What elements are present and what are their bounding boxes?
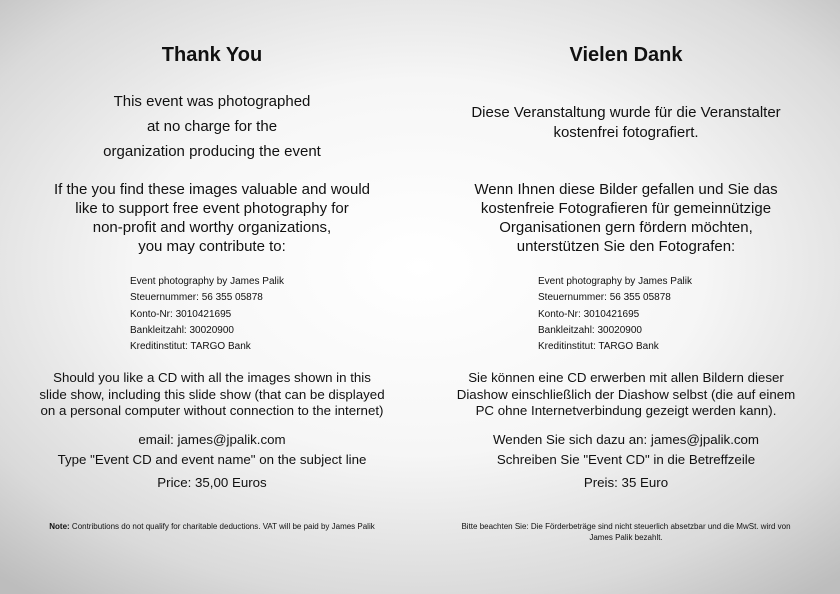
english-email[interactable]: email: james@jpalik.com	[138, 432, 286, 447]
english-intro	[12, 89, 412, 164]
german-note	[422, 521, 830, 543]
bank-account-number: Konto-Nr: 3010421695	[130, 308, 232, 320]
english-note	[12, 521, 412, 532]
german-support-text	[422, 180, 830, 256]
german-bank-details	[538, 274, 692, 355]
german-intro-line: kostenfrei fotografiert.	[553, 124, 699, 141]
bank-institution: Kreditinstitut: TARGO Bank	[130, 341, 251, 353]
bank-photographer: Event photography by James Palik	[130, 276, 284, 287]
german-subject-instruction: Schreiben Sie "Event CD" in die Betreffzeile	[496, 451, 756, 467]
german-cd-line: PC ohne Internetverbindung gezeigt werden kann).	[475, 403, 777, 418]
german-contact	[422, 430, 830, 469]
german-support-line: kostenfreie Fotografieren für gemeinnützige	[480, 200, 772, 217]
german-cd-line: Diashow einschließlich der Diashow selbst (die auf einem	[456, 386, 796, 402]
german-support-line: unterstützen Sie den Fotografen:	[516, 238, 736, 255]
german-intro-line: Diese Veranstaltung wurde für die Veranstalter	[471, 104, 781, 121]
bank-code: Bankleitzahl: 30020900	[130, 324, 234, 336]
bank-code: Bankleitzahl: 30020900	[538, 324, 642, 336]
english-support-line: non-profit and worthy organizations,	[92, 219, 332, 236]
german-note-line: James Palik bezahlt.	[589, 533, 663, 542]
english-contact	[12, 430, 412, 469]
english-note-text: Contributions do not qualify for charitable deductions. VAT will be paid by James Palik	[69, 522, 375, 531]
german-support-line: Wenn Ihnen diese Bilder gefallen und Sie das	[474, 181, 778, 198]
english-support-text	[12, 180, 412, 256]
english-column	[12, 0, 412, 594]
german-intro	[422, 103, 830, 143]
english-bank-details	[130, 274, 284, 355]
english-intro-line: at no charge for the	[146, 118, 278, 135]
english-support-line: you may contribute to:	[138, 238, 286, 255]
german-cd-offer	[422, 370, 830, 420]
english-cd-line: Should you like a CD with all the images shown in this	[53, 370, 371, 385]
english-cd-line: on a personal computer without connection to the internet)	[40, 403, 384, 418]
english-subject-instruction: Type "Event CD and event name" on the subject line	[57, 451, 367, 467]
english-intro-line: organization producing the event	[103, 143, 321, 160]
german-price: Preis: 35 Euro	[583, 475, 669, 490]
english-note-label: Note:	[49, 522, 70, 531]
german-cd-line: Sie können eine CD erwerben mit allen Bildern dieser	[468, 370, 784, 385]
english-support-line: like to support free event photography for	[75, 200, 349, 217]
bank-account-number: Konto-Nr: 3010421695	[538, 308, 640, 320]
english-cd-offer	[12, 370, 412, 420]
german-title: Vielen Dank	[569, 44, 683, 66]
english-title: Thank You	[161, 44, 263, 66]
german-note-line: Bitte beachten Sie: Die Förderbeträge sind nicht steuerlich absetzbar und die MwSt. wird von	[461, 522, 791, 531]
english-support-line: If the you find these images valuable and would	[53, 181, 371, 198]
english-intro-line: This event was photographed	[113, 93, 311, 110]
german-support-line: Organisationen gern fördern möchten,	[499, 219, 753, 236]
english-price: Price: 35,00 Euros	[157, 475, 267, 490]
bank-tax-number: Steuernummer: 56 355 05878	[538, 292, 671, 304]
german-email[interactable]: Wenden Sie sich dazu an: james@jpalik.com	[492, 432, 760, 447]
bank-institution: Kreditinstitut: TARGO Bank	[538, 341, 659, 353]
german-column	[422, 0, 830, 594]
english-cd-line: slide show, including this slide show (that can be displayed	[39, 386, 385, 402]
bank-tax-number: Steuernummer: 56 355 05878	[130, 292, 263, 304]
bank-photographer: Event photography by James Palik	[538, 276, 692, 287]
